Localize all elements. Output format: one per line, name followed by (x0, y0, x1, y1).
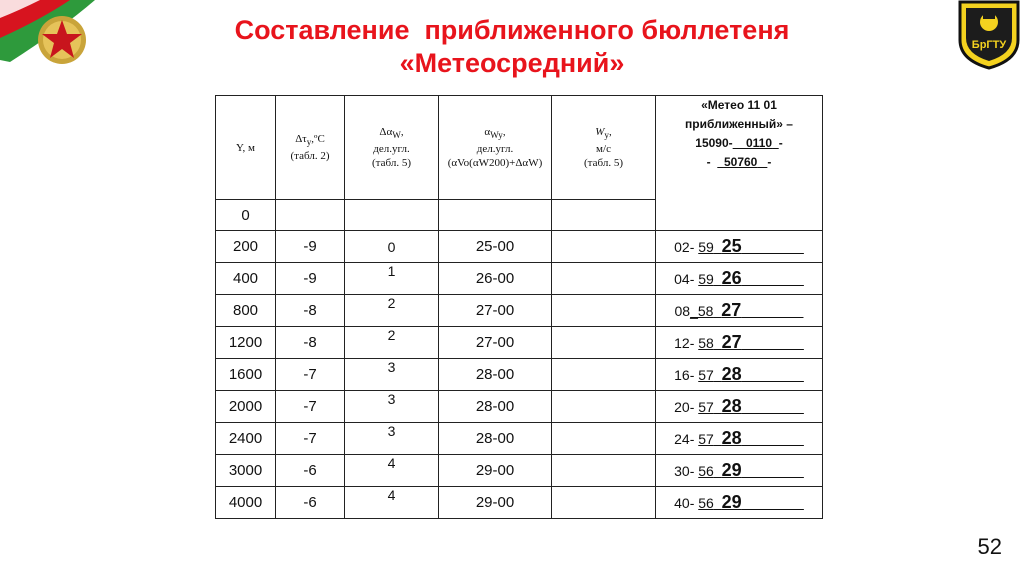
bulletin-prefix: 16- (674, 367, 699, 383)
bulletin-value: 27 (721, 300, 742, 320)
cell-dtau: -7 (276, 359, 345, 391)
table-row (216, 423, 823, 455)
header-row (216, 96, 823, 200)
cell-w (552, 423, 656, 455)
cell-bulletin (656, 231, 823, 263)
bulletin-prefix: 08 (674, 303, 691, 319)
bulletin-mid: 59 (698, 239, 714, 255)
cell-dtau: -6 (276, 455, 345, 487)
cell-bulletin (656, 487, 823, 519)
table-row (216, 487, 823, 519)
column-header-bulletin: «Метео 11 01 приближенный» – 15090- 0110 - - 50760 - (656, 96, 823, 231)
cell-bulletin (656, 263, 823, 295)
cell-bulletin (656, 455, 823, 487)
cell-dalpha: 0 (345, 231, 439, 263)
cell-dtau: -7 (276, 391, 345, 423)
cell-dalpha: 3 (345, 391, 439, 423)
cell-alpha: 28-00 (439, 359, 552, 391)
cell-y: 1200 (216, 327, 276, 359)
cell-y: 2400 (216, 423, 276, 455)
bulletin-prefix: 40- (674, 495, 699, 511)
column-header-dalpha: $\Delta\alpha_W$, дел.угл. (табл. 5) (345, 96, 439, 200)
cell-dtau: -7 (276, 423, 345, 455)
cell-y: 400 (216, 263, 276, 295)
cell-w (552, 231, 656, 263)
cell-alpha: 27-00 (439, 295, 552, 327)
bulletin-value: 25 (721, 236, 742, 256)
bulletin-mid: 56 (698, 495, 714, 511)
bulletin-prefix: 12- (674, 335, 699, 351)
bulletin-value: 28 (721, 396, 742, 416)
bulletin-value: 27 (721, 332, 742, 352)
bulletin-value: 26 (721, 268, 742, 288)
cell-w (552, 359, 656, 391)
cell-dtau: -8 (276, 295, 345, 327)
cell-alpha: 29-00 (439, 455, 552, 487)
cell-y: 0 (216, 200, 276, 231)
cell-y: 4000 (216, 487, 276, 519)
column-header-alpha: $\alpha_{Wy}$, дел.угл. (αVo(αW200)+ΔαW) (439, 96, 552, 200)
bulletin-value: 29 (721, 460, 742, 480)
cell-y: 2000 (216, 391, 276, 423)
cell-y: 800 (216, 295, 276, 327)
cell-bulletin (656, 391, 823, 423)
bulletin-mid: 56 (698, 463, 714, 479)
bulletin-mid: 58 (698, 335, 714, 351)
cell-dalpha: 2 (345, 295, 439, 327)
cell-alpha: 28-00 (439, 391, 552, 423)
cell-alpha: 26-00 (439, 263, 552, 295)
bulletin-prefix: 04- (674, 271, 699, 287)
page-title (0, 14, 1024, 80)
cell-w (552, 295, 656, 327)
cell-alpha: 29-00 (439, 487, 552, 519)
cell-alpha: 28-00 (439, 423, 552, 455)
table-row (216, 359, 823, 391)
cell-w (552, 487, 656, 519)
bulletin-prefix: 30- (674, 463, 699, 479)
bulletin-value: 28 (721, 364, 742, 384)
bulletin-mid: 57 (698, 399, 714, 415)
table-row (216, 295, 823, 327)
page-title-line2: «Метеосредний» (399, 48, 625, 78)
cell-dtau: -9 (276, 231, 345, 263)
cell-w (552, 455, 656, 487)
cell-dalpha: 3 (345, 423, 439, 455)
cell-bulletin (656, 359, 823, 391)
cell-alpha: 27-00 (439, 327, 552, 359)
cell-dalpha: 2 (345, 327, 439, 359)
bulletin-mid: 57 (698, 367, 714, 383)
page-title-line1: Составление приближенного бюллетеня (234, 15, 790, 45)
table-row (216, 327, 823, 359)
bulletin-mid: _58 (690, 303, 714, 319)
cell-w (552, 391, 656, 423)
column-header-dtau: $\Delta\tau_у,ºС$ (табл. 2) (276, 96, 345, 200)
cell-bulletin (656, 423, 823, 455)
cell-dtau: -9 (276, 263, 345, 295)
meteo-table (215, 95, 823, 519)
cell-dtau: -8 (276, 327, 345, 359)
table-row (216, 455, 823, 487)
bulletin-prefix: 20- (674, 399, 699, 415)
column-header-y: Y, м (216, 96, 276, 200)
page-number: 52 (977, 534, 1002, 559)
cell-dtau: -6 (276, 487, 345, 519)
bulletin-mid: 59 (698, 271, 714, 287)
cell-bulletin (656, 327, 823, 359)
cell-dalpha: 4 (345, 487, 439, 519)
cell-dalpha: 4 (345, 455, 439, 487)
table-row (216, 231, 823, 263)
cell-y: 1600 (216, 359, 276, 391)
svg-text:БрГТУ: БрГТУ (971, 39, 1007, 51)
cell-dalpha: 3 (345, 359, 439, 391)
bulletin-prefix: 24- (674, 431, 699, 447)
table-row (216, 391, 823, 423)
bulletin-value: 29 (721, 492, 742, 512)
cell-w (552, 263, 656, 295)
cell-y: 3000 (216, 455, 276, 487)
bulletin-value: 28 (721, 428, 742, 448)
bulletin-mid: 57 (698, 431, 714, 447)
column-header-w: $W_y$, м/с (табл. 5) (552, 96, 656, 200)
cell-alpha: 25-00 (439, 231, 552, 263)
cell-w (552, 327, 656, 359)
bulletin-prefix: 02- (674, 239, 699, 255)
table-row (216, 263, 823, 295)
cell-bulletin (656, 295, 823, 327)
cell-dalpha: 1 (345, 263, 439, 295)
cell-y: 200 (216, 231, 276, 263)
